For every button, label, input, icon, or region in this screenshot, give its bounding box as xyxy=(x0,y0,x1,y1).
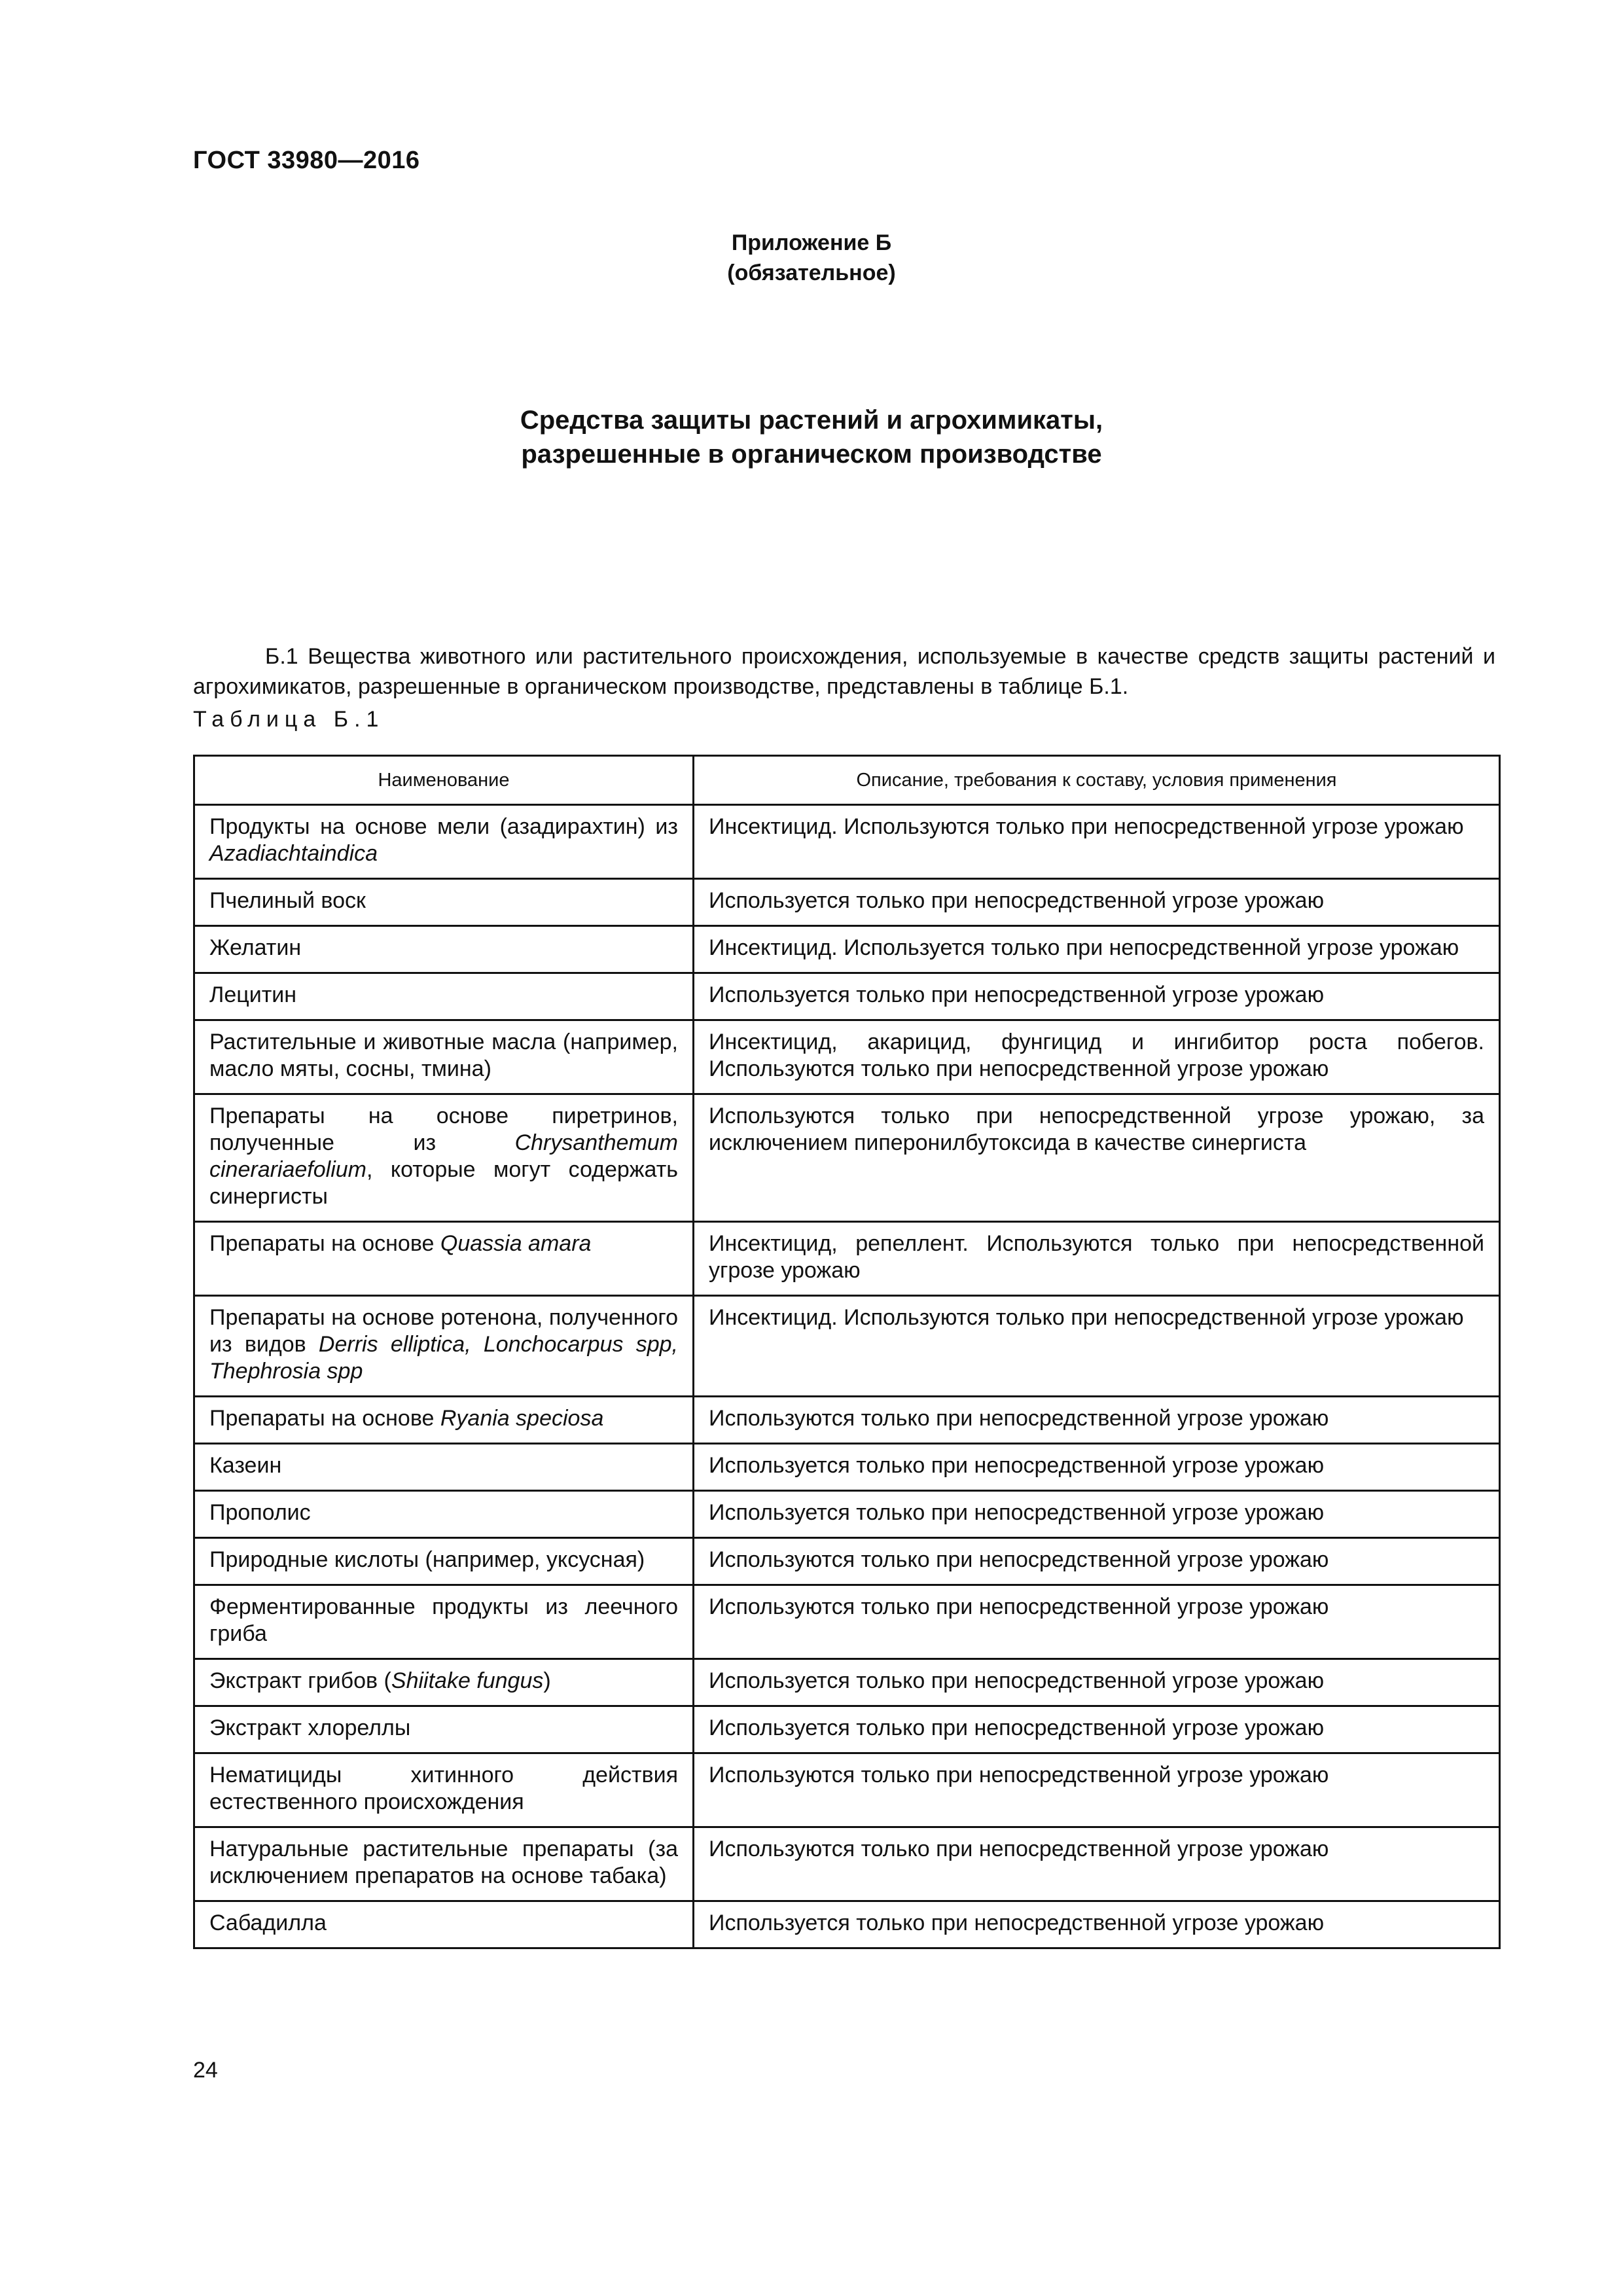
cell-name xyxy=(194,1753,694,1827)
cell-name xyxy=(194,1659,694,1706)
cell-description: Используются только при непосредственной угрозе урожаю xyxy=(694,1827,1500,1901)
table-row xyxy=(194,1222,1500,1296)
name-text: Препараты на основе пиретринов, полученные из xyxy=(209,1103,678,1155)
table-row xyxy=(194,1827,1500,1901)
name-text: Натуральные растительные препараты (за исключением препаратов на основе табака) xyxy=(209,1837,678,1888)
cell-description: Используются только при непосредственной угрозе урожаю xyxy=(694,1538,1500,1585)
cell-name xyxy=(194,1706,694,1753)
table-row xyxy=(194,879,1500,926)
cell-name xyxy=(194,805,694,879)
table-row xyxy=(194,1753,1500,1827)
name-text: Препараты на основе xyxy=(209,1406,440,1431)
table-row xyxy=(194,1538,1500,1585)
cell-name xyxy=(194,1585,694,1659)
cell-description: Используется только при непосредственной угрозе урожаю xyxy=(694,1659,1500,1706)
cell-name xyxy=(194,1901,694,1948)
document-id: ГОСТ 33980—2016 xyxy=(193,147,420,174)
main-title-line-2: разрешенные в органическом производстве xyxy=(521,440,1102,469)
table-row xyxy=(194,1296,1500,1397)
name-text: Нематициды хитинного действия естественного происхождения xyxy=(209,1763,678,1814)
latin-name: Azadiachtaindica xyxy=(209,841,378,866)
cell-description: Используются только при непосредственной угрозе урожаю xyxy=(694,1753,1500,1827)
header-description: Описание, требования к составу, условия применения xyxy=(694,756,1500,805)
cell-name xyxy=(194,1094,694,1222)
cell-description: Инсектицид. Используется только при непосредственной угрозе урожаю xyxy=(694,926,1500,973)
cell-name xyxy=(194,1020,694,1094)
table-row xyxy=(194,1901,1500,1948)
name-text: Продукты на основе мели (азадирахтин) из xyxy=(209,814,678,839)
appendix-title: Приложение Б xyxy=(731,230,892,255)
cell-name xyxy=(194,1222,694,1296)
name-text: Ферментированные продукты из леечного гриба xyxy=(209,1594,678,1646)
table-row xyxy=(194,1585,1500,1659)
name-text: Экстракт грибов ( xyxy=(209,1668,391,1693)
cell-name xyxy=(194,1827,694,1901)
name-text: Препараты на основе xyxy=(209,1231,440,1256)
name-text: , которые могут содержать синергисты xyxy=(209,1157,678,1209)
cell-description: Используется только при непосредственной угрозе урожаю xyxy=(694,1491,1500,1538)
table-row xyxy=(194,1020,1500,1094)
latin-name: Shiitake fungus xyxy=(391,1668,544,1693)
name-text: Экстракт хлореллы xyxy=(209,1715,411,1740)
cell-description: Используются только при непосредственной угрозе урожаю, за исключением пиперонилбутоксида в качестве синергиста xyxy=(694,1094,1500,1222)
table-row xyxy=(194,1397,1500,1444)
header-name: Наименование xyxy=(194,756,694,805)
name-text: Казеин xyxy=(209,1453,282,1478)
main-title-line-1: Средства защиты растений и агрохимикаты, xyxy=(520,406,1103,435)
name-text: Прополис xyxy=(209,1500,311,1525)
table-row xyxy=(194,973,1500,1020)
cell-name xyxy=(194,1491,694,1538)
table-body xyxy=(194,805,1500,1948)
cell-description: Используется только при непосредственной угрозе урожаю xyxy=(694,973,1500,1020)
cell-description: Используется только при непосредственной угрозе урожаю xyxy=(694,1444,1500,1491)
intro-paragraph: Б.1 Вещества животного или растительного происхождения, используемые в качестве средств защиты растений и агрохимикатов, разрешенные в органическом производстве, представлены в таблице Б.1. xyxy=(193,644,1495,699)
cell-description: Инсектицид, репеллент. Используются только при непосредственной угрозе урожаю xyxy=(694,1222,1500,1296)
main-title xyxy=(0,403,1623,471)
cell-description: Инсектицид, акарицид, фунгицид и ингибитор роста побегов. Используются только при непосредственной угрозе урожаю xyxy=(694,1020,1500,1094)
name-text: Лецитин xyxy=(209,982,297,1007)
table-row xyxy=(194,1706,1500,1753)
name-text: ) xyxy=(543,1668,551,1693)
latin-name: Derris elliptica, Lonchocarpus spp, Thephrosia spp xyxy=(209,1332,678,1384)
cell-description: Инсектицид. Используются только при непосредственной угрозе урожаю xyxy=(694,1296,1500,1397)
latin-name: Quassia amara xyxy=(440,1231,592,1256)
cell-name xyxy=(194,1538,694,1585)
cell-description: Инсектицид. Используются только при непосредственной угрозе урожаю xyxy=(694,805,1500,879)
cell-description: Используются только при непосредственной угрозе урожаю xyxy=(694,1585,1500,1659)
cell-description: Используется только при непосредственной угрозе урожаю xyxy=(694,879,1500,926)
table-row xyxy=(194,1491,1500,1538)
name-text: Природные кислоты (например, уксусная) xyxy=(209,1547,645,1572)
name-text: Растительные и животные масла (например, масло мяты, сосны, тмина) xyxy=(209,1030,678,1081)
table-caption: Таблица Б.1 xyxy=(193,707,385,732)
page-number: 24 xyxy=(193,2058,218,2083)
name-text: Желатин xyxy=(209,935,302,960)
table-row xyxy=(194,1094,1500,1222)
cell-name xyxy=(194,973,694,1020)
name-text: Препараты на основе ротенона, полученного из видов xyxy=(209,1305,678,1357)
table-header-row xyxy=(194,756,1500,805)
cell-name xyxy=(194,1397,694,1444)
substances-table xyxy=(193,755,1501,1949)
name-text: Сабадилла xyxy=(209,1910,327,1935)
appendix-status: (обязательное) xyxy=(727,260,896,285)
table-row xyxy=(194,1444,1500,1491)
cell-description: Используются только при непосредственной угрозе урожаю xyxy=(694,1397,1500,1444)
cell-description: Используется только при непосредственной угрозе урожаю xyxy=(694,1706,1500,1753)
cell-name xyxy=(194,879,694,926)
table-row xyxy=(194,926,1500,973)
cell-name xyxy=(194,1444,694,1491)
latin-name: Chrysanthemum cinerariaefolium xyxy=(209,1130,678,1182)
table-row xyxy=(194,1659,1500,1706)
cell-name xyxy=(194,1296,694,1397)
latin-name: Ryania speciosa xyxy=(440,1406,604,1431)
cell-name xyxy=(194,926,694,973)
cell-description: Используется только при непосредственной угрозе урожаю xyxy=(694,1901,1500,1948)
name-text: Пчелиный воск xyxy=(209,888,366,913)
table-row xyxy=(194,805,1500,879)
